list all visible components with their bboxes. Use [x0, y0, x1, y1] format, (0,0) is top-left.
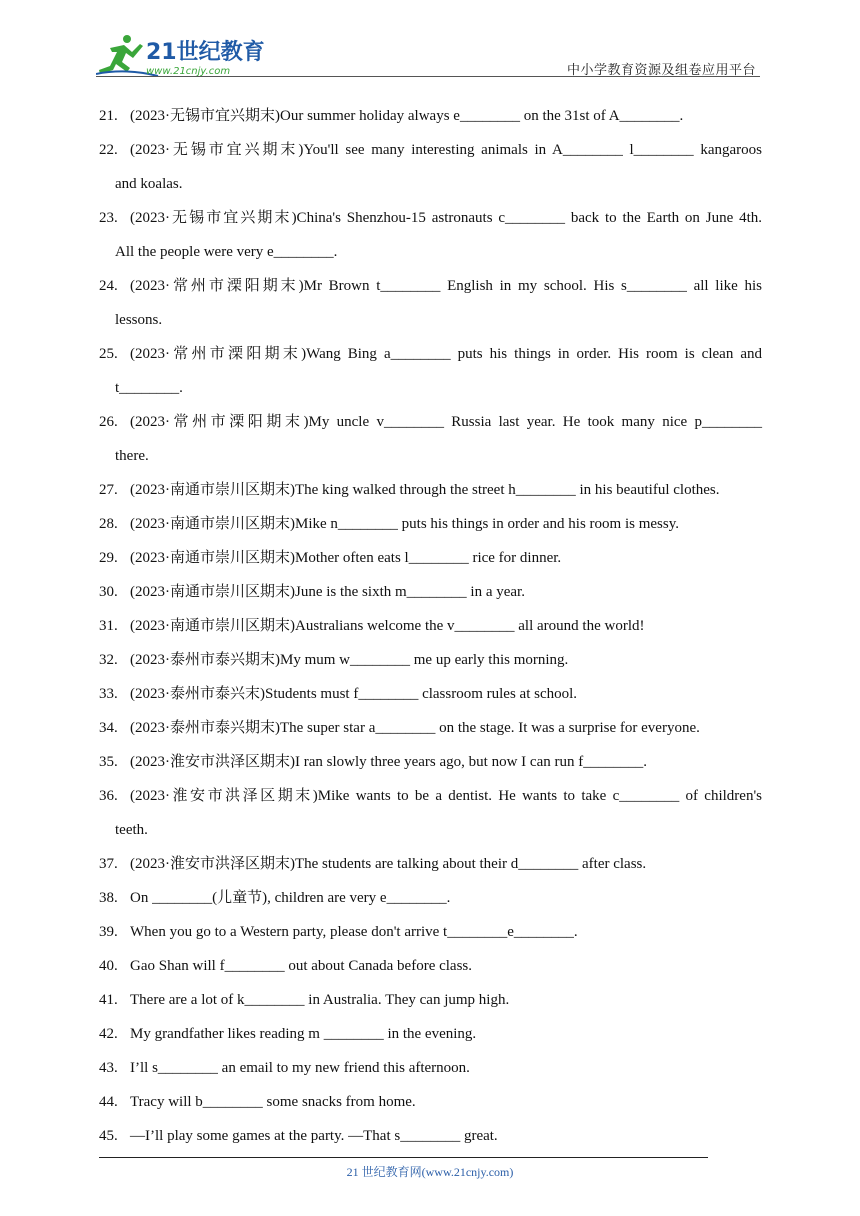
question-number: 32. [99, 652, 118, 668]
footer-text: 21 世纪教育网(www.21cnjy.com) [346, 1165, 514, 1179]
question-text: —I’ll play some games at the party. —That s________ great. [130, 1128, 498, 1144]
question-item [99, 1085, 762, 1119]
question-text: (2023·无锡市宜兴期末)China's Shenzhou-15 astronauts c________ back to the Earth on June 4th. [130, 210, 762, 226]
question-number: 39. [99, 924, 118, 940]
question-text: (2023·常州市溧阳期末)Wang Bing a________ puts his things in order. His room is clean and [130, 346, 762, 362]
question-number: 24. [99, 278, 118, 294]
site-logo [96, 32, 266, 78]
question-text: (2023·常州市溧阳期末)Mr Brown t________ English in my school. His s________ all like his [130, 278, 762, 294]
question-item [99, 575, 762, 609]
question-item [99, 915, 762, 949]
question-item [99, 745, 762, 779]
question-text: (2023·无锡市宜兴期末)You'll see many interesting animals in A________ l________ kangaroos [130, 142, 762, 158]
question-number: 34. [99, 720, 118, 736]
runner-logo-icon [96, 32, 266, 78]
question-text: (2023·常州市溧阳期末)My uncle v________ Russia last year. He took many nice p________ [130, 414, 762, 430]
question-text: (2023·淮安市洪泽区期末)The students are talking about their d________ after class. [130, 856, 647, 872]
question-continuation: and koalas. [115, 176, 183, 192]
svg-text:21世纪教育: 21世纪教育 [146, 40, 265, 65]
question-text: (2023·南通市崇川区期末)Mother often eats l________ rice for dinner. [130, 550, 562, 566]
question-item [99, 983, 762, 1017]
question-item [99, 1119, 762, 1153]
question-continuation: teeth. [115, 822, 148, 838]
question-number: 40. [99, 958, 118, 974]
question-item [99, 133, 762, 201]
question-item [99, 405, 762, 473]
question-text: (2023·南通市崇川区期末)The king walked through the street h________ in his beautiful clothes. [130, 482, 720, 498]
question-item [99, 779, 762, 847]
page-header [96, 32, 760, 78]
question-text: There are a lot of k________ in Australia. They can jump high. [130, 992, 510, 1008]
question-continuation: lessons. [115, 312, 163, 328]
question-number: 23. [99, 210, 118, 226]
footer-divider [99, 1157, 708, 1158]
question-number: 29. [99, 550, 118, 566]
question-number: 25. [99, 346, 118, 362]
question-number: 28. [99, 516, 118, 532]
question-text: When you go to a Western party, please don't arrive t________e________. [130, 924, 578, 940]
question-text: I’ll s________ an email to my new friend this afternoon. [130, 1060, 470, 1076]
question-text: (2023·泰州市泰兴期末)The super star a________ on the stage. It was a surprise for everyone. [130, 720, 700, 736]
question-text: Tracy will b________ some snacks from home. [130, 1094, 416, 1110]
question-item [99, 99, 762, 133]
question-text: My grandfather likes reading m ________ in the evening. [130, 1026, 477, 1042]
question-item [99, 507, 762, 541]
question-number: 22. [99, 142, 118, 158]
question-number: 41. [99, 992, 118, 1008]
question-item [99, 269, 762, 337]
question-number: 31. [99, 618, 118, 634]
question-number: 43. [99, 1060, 118, 1076]
question-item [99, 337, 762, 405]
question-item [99, 1051, 762, 1085]
question-number: 44. [99, 1094, 118, 1110]
question-text: Gao Shan will f________ out about Canada before class. [130, 958, 473, 974]
header-slogan: 中小学教育资源及组卷应用平台 [566, 63, 756, 78]
question-number: 45. [99, 1128, 118, 1144]
question-text: (2023·南通市崇川区期末)June is the sixth m________ in a year. [130, 584, 525, 600]
question-continuation: there. [115, 448, 149, 464]
question-text: (2023·南通市崇川区期末)Australians welcome the v________ all around the world! [130, 618, 645, 634]
question-item [99, 201, 762, 269]
question-item [99, 711, 762, 745]
question-item [99, 677, 762, 711]
question-text: (2023·淮安市洪泽区期末)I ran slowly three years ago, but now I can run f________. [130, 754, 647, 770]
question-item [99, 847, 762, 881]
question-item [99, 1017, 762, 1051]
question-number: 42. [99, 1026, 118, 1042]
question-item [99, 609, 762, 643]
svg-text:www.21cnjy.com: www.21cnjy.com [146, 66, 231, 77]
question-text: (2023·泰州市泰兴末)Students must f________ classroom rules at school. [130, 686, 578, 702]
question-text: (2023·无锡市宜兴期末)Our summer holiday always e________ on the 31st of A________. [130, 108, 684, 124]
question-item [99, 643, 762, 677]
question-text: (2023·淮安市洪泽区期末)Mike wants to be a dentist. He wants to take c________ of children's [130, 788, 762, 804]
question-number: 30. [99, 584, 118, 600]
question-continuation: t________. [115, 380, 183, 396]
question-item [99, 881, 762, 915]
question-item [99, 949, 762, 983]
question-item [99, 473, 762, 507]
question-number: 26. [99, 414, 118, 430]
question-number: 33. [99, 686, 118, 702]
question-number: 36. [99, 788, 118, 804]
question-number: 38. [99, 890, 118, 906]
header-divider [96, 76, 760, 77]
question-continuation: All the people were very e________. [115, 244, 338, 260]
question-text: (2023·泰州市泰兴期末)My mum w________ me up early this morning. [130, 652, 569, 668]
question-text: (2023·南通市崇川区期末)Mike n________ puts his things in order and his room is messy. [130, 516, 680, 532]
question-number: 21. [99, 108, 118, 124]
question-list [99, 99, 762, 1153]
question-item [99, 541, 762, 575]
question-number: 27. [99, 482, 118, 498]
question-number: 35. [99, 754, 118, 770]
question-text: On ________(儿童节), children are very e________. [130, 890, 451, 906]
question-number: 37. [99, 856, 118, 872]
